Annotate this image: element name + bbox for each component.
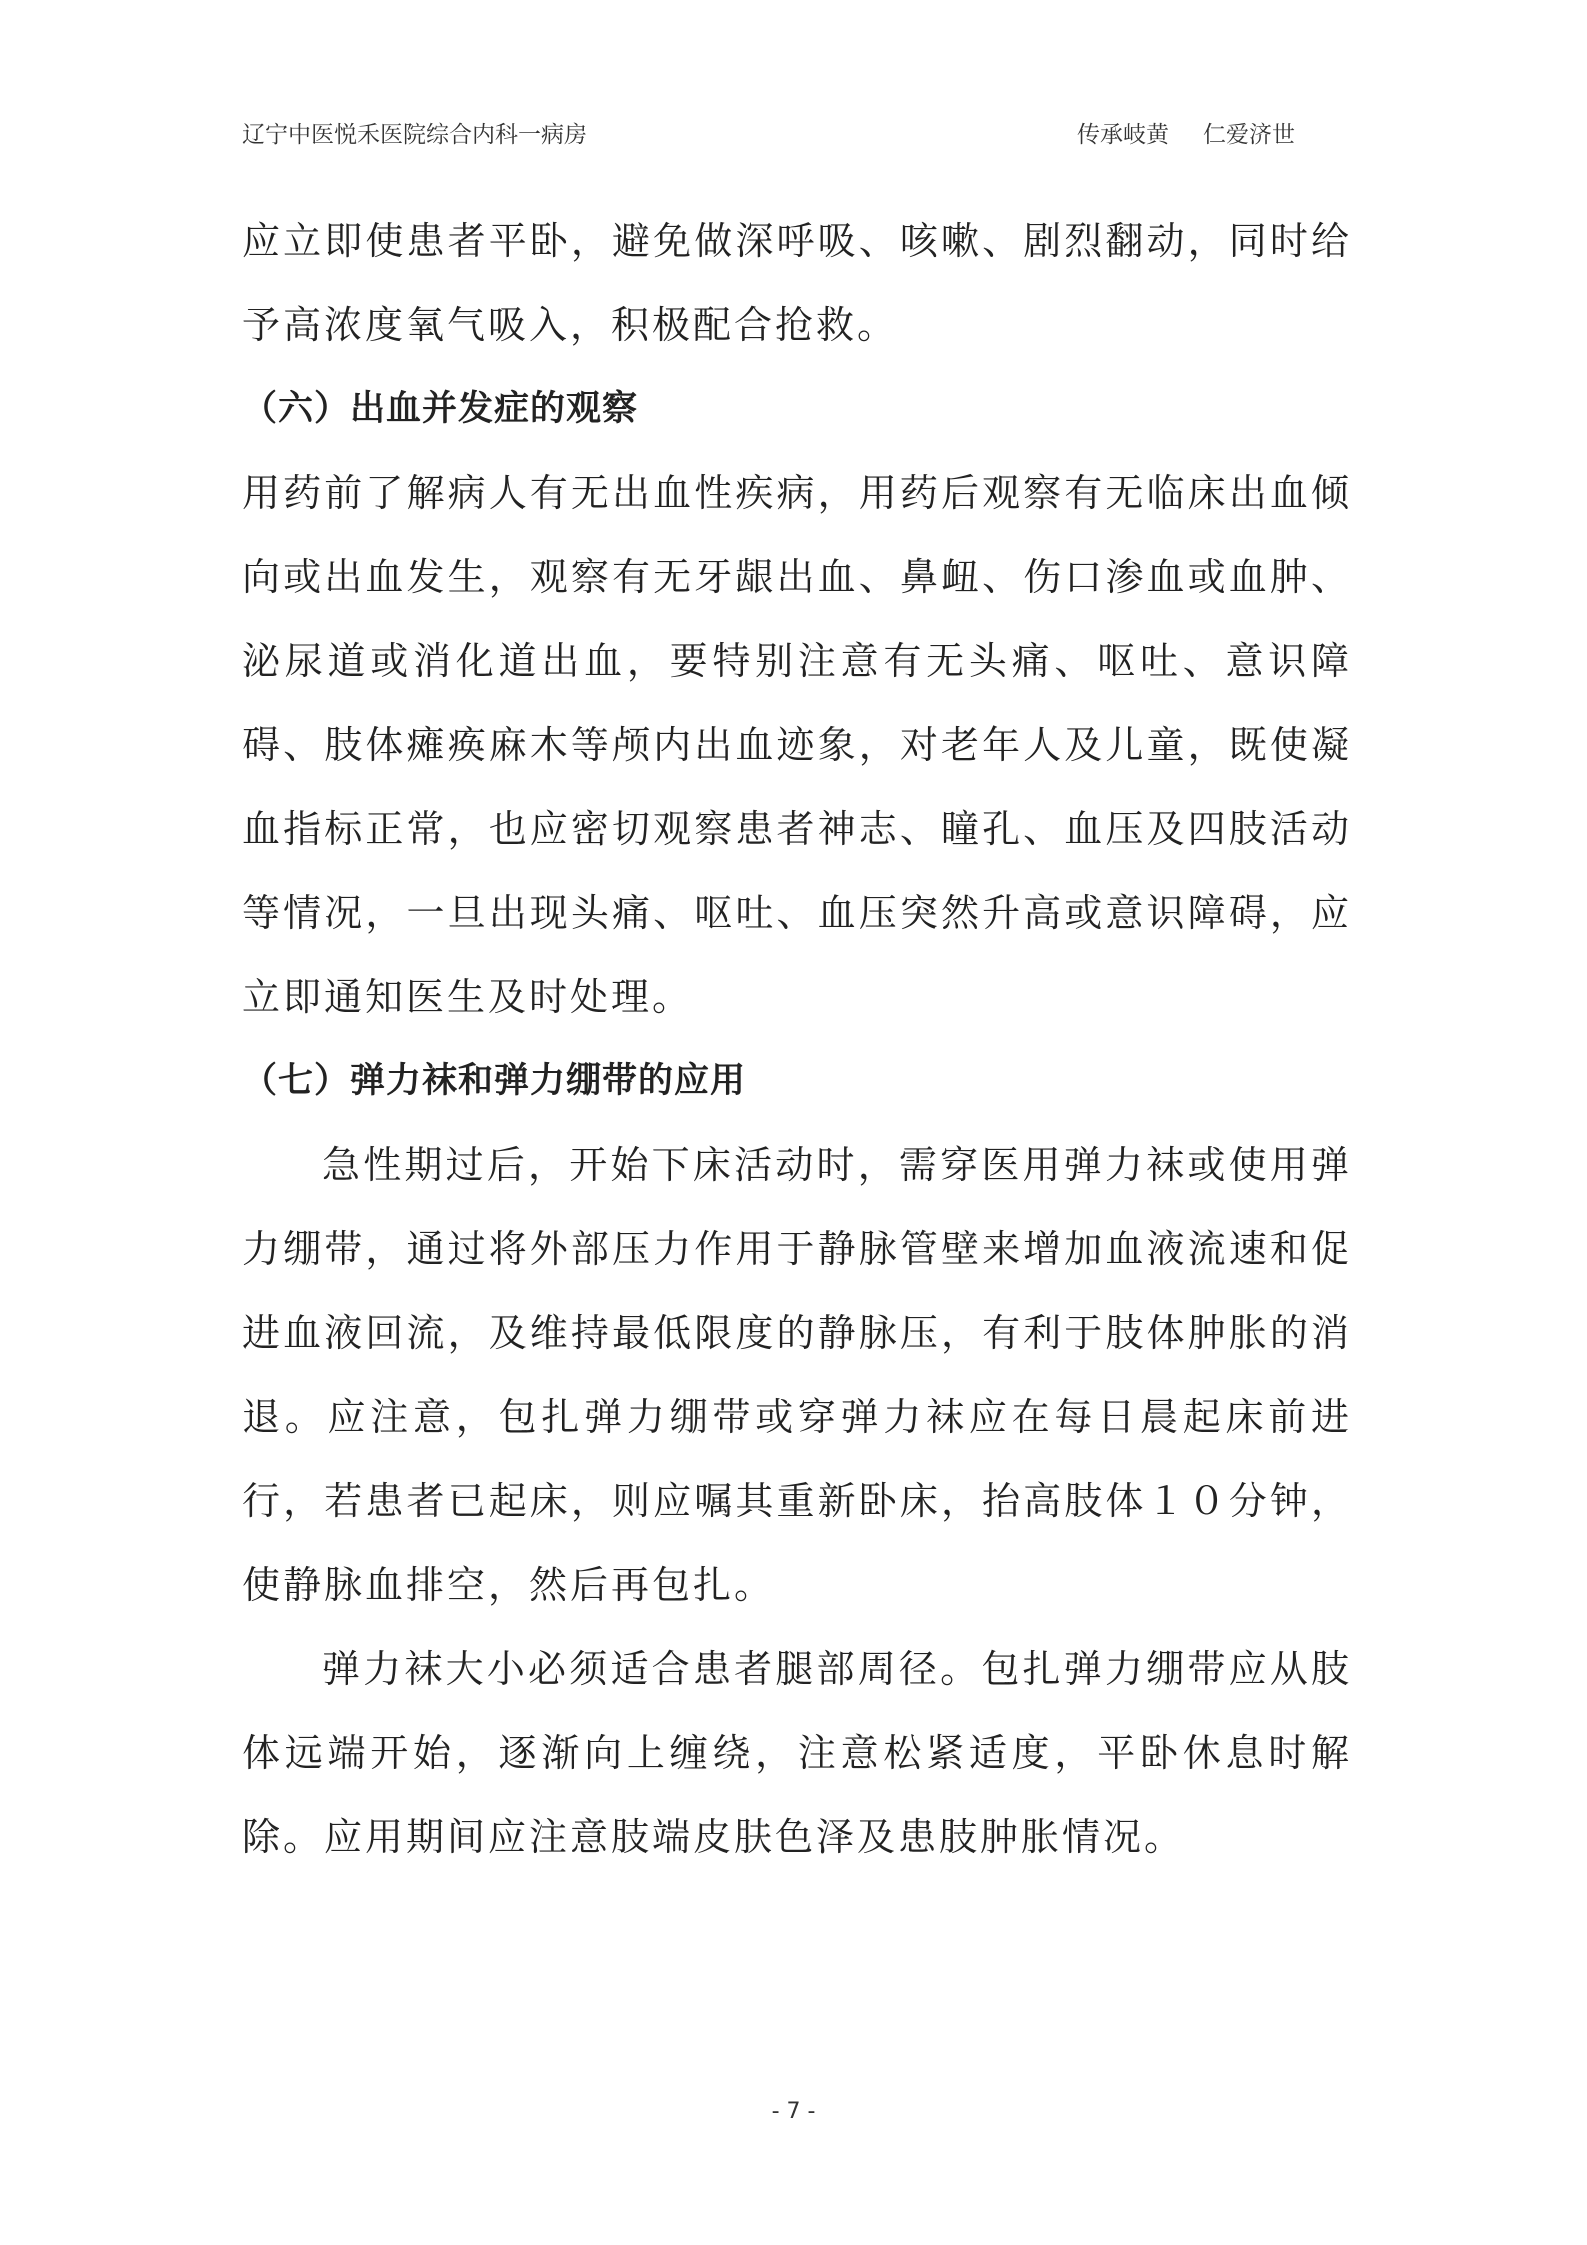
header-motto <box>1077 116 1295 149</box>
paragraph-continued: 应立即使患者平卧，避免做深呼吸、咳嗽、剧烈翻动，同时给予高浓度氧气吸入，积极配合抢救。 <box>242 219 1352 347</box>
page-header <box>242 116 1295 150</box>
page-body <box>242 199 1352 1879</box>
motto-part-1: 传承岐黄 <box>1077 122 1169 148</box>
section-heading-bleeding: （六）出血并发症的观察 <box>242 389 639 429</box>
paragraph-elastic-application: 急性期过后，开始下床活动时，需穿医用弹力袜或使用弹力绷带，通过将外部压力作用于静脉管壁来增加血液流速和促进血液回流，及维持最低限度的静脉压，有利于肢体肿胀的消退。应注意，包扎弹力绷带或穿弹力袜应在每日晨起床前进行，若患者已起床，则应嘱其重新卧床，抬高肢体１０分钟，使静脉血排空，然后再包扎。 <box>242 1143 1352 1607</box>
page-number: - 7 - <box>771 2099 816 2124</box>
paragraph-elastic-sizing: 弹力袜大小必须适合患者腿部周径。包扎弹力绷带应从肢体远端开始，逐渐向上缠绕，注意松紧适度，平卧休息时解除。应用期间应注意肢端皮肤色泽及患肢肿胀情况。 <box>242 1647 1352 1859</box>
hospital-name: 辽宁中医悦禾医院综合内科一病房 <box>242 122 587 148</box>
section-heading-elastic: （七）弹力袜和弹力绷带的应用 <box>242 1061 747 1101</box>
motto-part-2: 仁爱济世 <box>1203 122 1295 148</box>
paragraph-bleeding-observation: 用药前了解病人有无出血性疾病，用药后观察有无临床出血倾向或出血发生，观察有无牙龈出血、鼻衄、伤口渗血或血肿、泌尿道或消化道出血，要特别注意有无头痛、呕吐、意识障碍、肢体瘫痪麻木等颅内出血迹象，对老年人及儿童，既使凝血指标正常，也应密切观察患者神志、瞳孔、血压及四肢活动等情况，一旦出现头痛、呕吐、血压突然升高或意识障碍，应立即通知医生及时处理。 <box>242 471 1352 1019</box>
